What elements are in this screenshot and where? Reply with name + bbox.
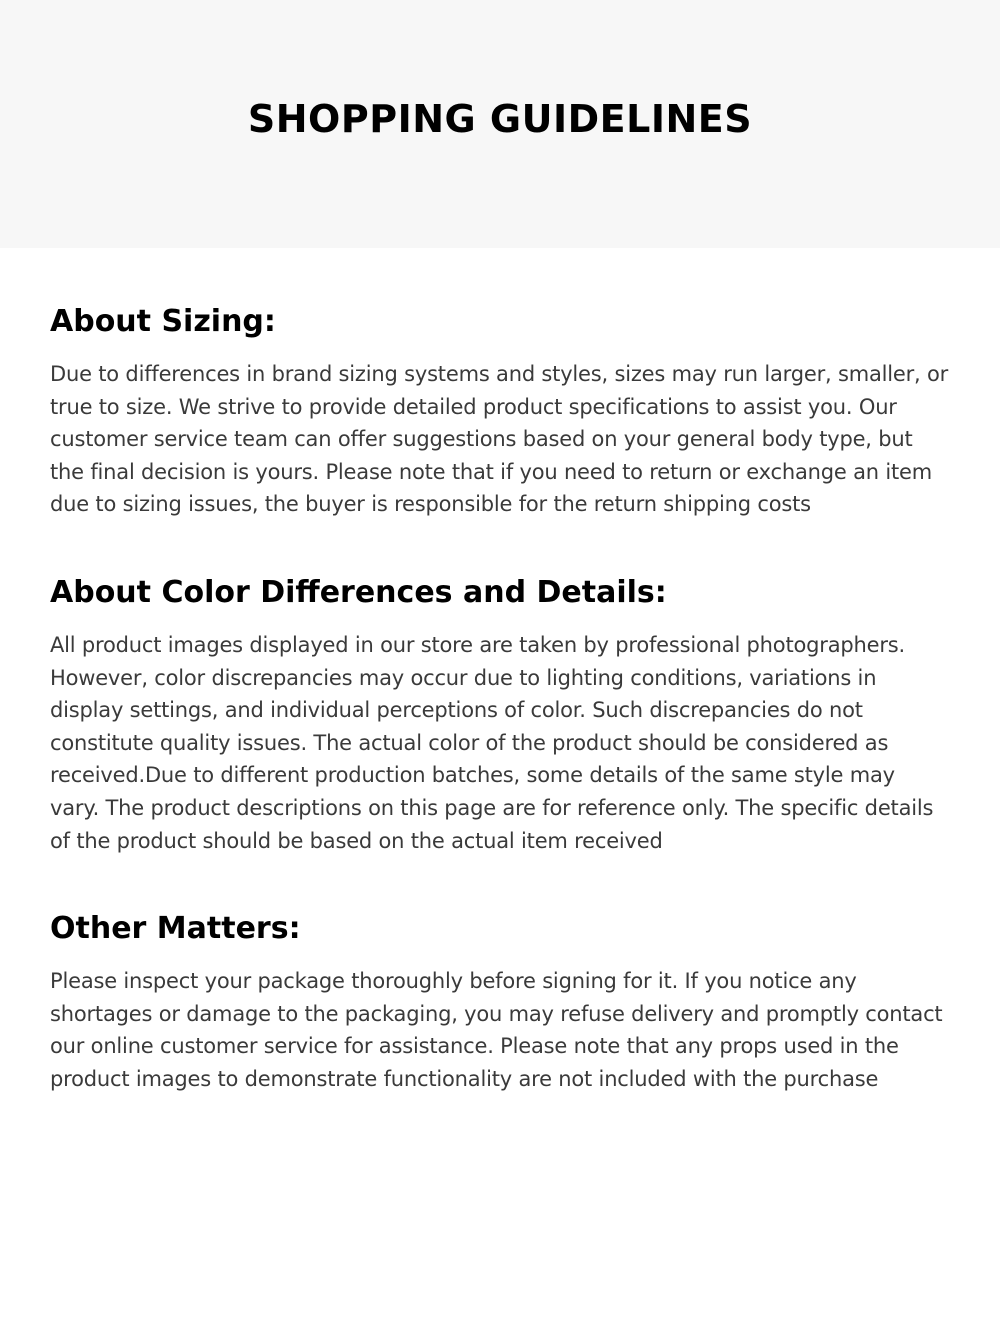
section-sizing bbox=[50, 248, 950, 521]
section-body-color-differences: All product images displayed in our store are taken by professional photographers. However, color discrepancies may occur due to lighting conditions, variations in display settings, and individual perceptions of color. Such discrepancies do not constitute quality issues. The actual color of the product should be considered as received.Due to different production batches, some details of the same style may vary. The product descriptions on this page are for reference only. The specific details of the product should be based on the actual item received bbox=[50, 632, 934, 853]
section-heading-color-differences: About Color Differences and Details: bbox=[50, 574, 667, 610]
header-banner bbox=[0, 0, 1000, 248]
section-heading-other-matters: Other Matters: bbox=[50, 911, 301, 947]
section-color-differences bbox=[50, 521, 950, 857]
section-heading-sizing: About Sizing: bbox=[50, 304, 276, 339]
guidelines-content bbox=[0, 248, 1000, 1096]
section-body-sizing: Due to differences in brand sizing systems and styles, sizes may run larger, smaller, or true to size. We strive to provide detailed product specifications to assist you. Our customer service team can offer suggestions based on your general body type, but the final decision is yours. Please note that if you need to return or exchange an item due to sizing issues, the buyer is responsible for the return shipping costs bbox=[50, 362, 949, 517]
section-other-matters bbox=[50, 857, 950, 1095]
page-title: SHOPPING GUIDELINES bbox=[247, 97, 753, 141]
section-body-other-matters: Please inspect your package thoroughly before signing for it. If you notice any shortages or damage to the packaging, you may refuse delivery and promptly contact our online customer service for assistance. Please note that any props used in the product images to demonstrate functionality are not included with the purchase bbox=[50, 969, 943, 1091]
